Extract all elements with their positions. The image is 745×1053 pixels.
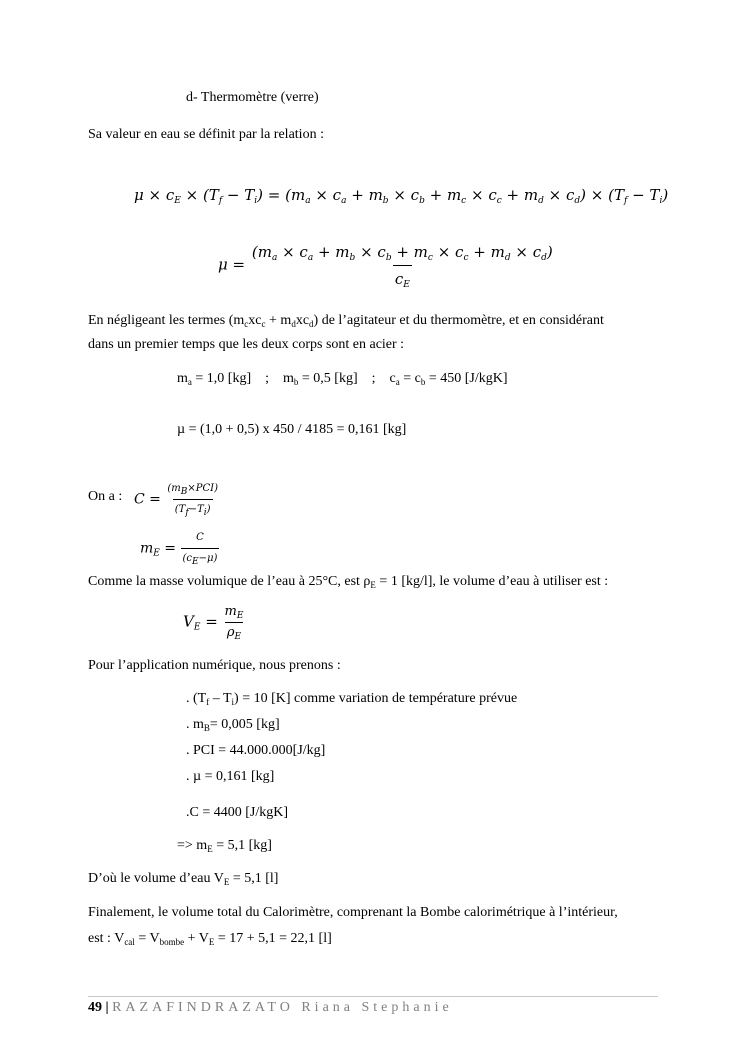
on-a-label: On a :	[88, 489, 123, 504]
equation-mu: μ = $\frac{(m_a \times c_a + m_b \times c_b + m_c \times c_c + m_d \times c_d)}{c_E}$	[218, 243, 553, 290]
final-paragraph-line1: Finalement, le volume total du Calorimètre, comprenant la Bombe calorimétrique à l’intérieur,	[88, 905, 618, 920]
neglect-paragraph-line2: dans un premier temps que les deux corps sont en acier :	[88, 337, 405, 352]
mass-values-line: $m_a = 1,0$ [kg] ; $m_b = 0,5$ [kg] ; $c_a = c_b = 450$ [J/kgK]	[177, 371, 508, 387]
author-name: RAZAFINDRAZATO Riana Stephanie	[112, 1000, 453, 1015]
equation-me: $m_E$ = $\frac{C}{(c_E-\mu)}$	[140, 532, 218, 567]
page-number: 49	[88, 1000, 102, 1015]
equation-c: C = $\frac{(m_B\times PCI)}{(T_f-T_i)}$	[134, 483, 218, 518]
mu-calculation: µ = (1,0 + 0,5) x 450 / 4185 = 0,161 [kg]	[177, 422, 407, 437]
param-mu: . µ = 0,161 [kg]	[186, 769, 275, 784]
param-mb: . $m_B= 0,005$ [kg]	[186, 717, 280, 733]
intro-text: Sa valeur en eau se définit par la relation :	[88, 127, 324, 142]
page-footer	[88, 1000, 453, 1016]
equation-ve: $V_E$ = $\frac{m_E}{\rho_E}$	[183, 604, 244, 642]
param-pci: . PCI = 44.000.000[J/kg]	[186, 743, 326, 758]
footer-divider	[88, 996, 658, 997]
equation-heat-balance: $\mu \times c_E \times (T_f - T_i) = (m_a \times c_a + m_b \times c_b + m_c \times c_c + m_d \times c_d) \times (T_f - T_i)$	[134, 186, 669, 206]
volume-water-line: D’où le volume d’eau $V_E = 5,1$ [l]	[88, 871, 279, 887]
result-me: => $m_E = 5,1$ [kg]	[177, 838, 272, 854]
item-d-thermometer: d- Thermomètre (verre)	[186, 90, 319, 105]
water-density-text: Comme la masse volumique de l’eau à 25°C, est $\rho_E = 1$ [kg/l], le volume d’eau à utiliser est :	[88, 574, 609, 590]
neglect-paragraph-line1: En négligeant les termes $(m_cxc_c + m_dxc_d)$ de l’agitateur et du thermomètre, et en considérant	[88, 313, 604, 329]
param-temperature: . $(T_f - T_i) = 10$ [K] comme variation de température prévue	[186, 691, 518, 707]
param-c: .C = 4400 [J/kgK]	[186, 805, 289, 820]
final-paragraph-line2: est : $V_{cal} = V_{bombe} + V_E = 17 + 5,1 = 22,1$ [l]	[88, 931, 332, 947]
application-intro: Pour l’application numérique, nous prenons :	[88, 658, 341, 673]
footer-separator: |	[105, 1000, 109, 1015]
